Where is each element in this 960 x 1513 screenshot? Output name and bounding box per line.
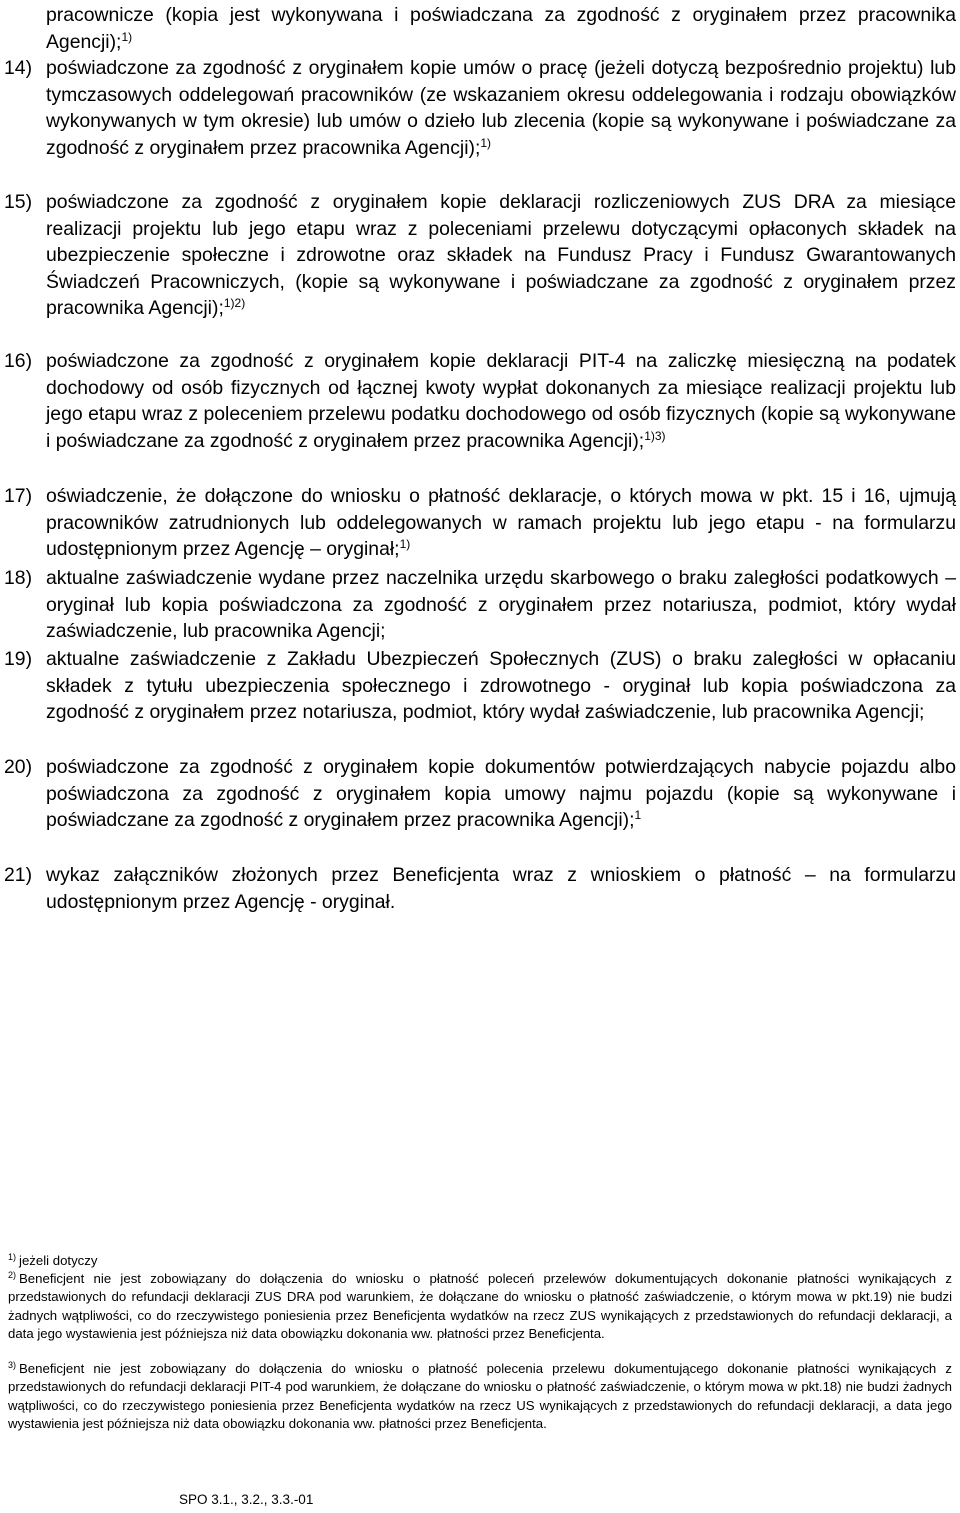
item-text: poświadczone za zgodność z oryginałem kopie dokumentów potwierdzających nabycie pojazdu albo poświadczona za zgodność z oryginałem kopia umowy najmu pojazdu (kopie są wykonywane i poświadczane za zgodność z oryginałem przez pracownika Agencji);$^1$ [46, 756, 956, 832]
item-text: aktualne zaświadczenie wydane przez naczelnika urzędu skarbowego o braku zaległości podatkowych – oryginał lub kopia poświadczona za zgodność z oryginałem przez notariusza, podmiot, który wydał zaświadczenie, lub pracownika Agencji; [46, 567, 956, 643]
item-text: wykaz załączników złożonych przez Beneficjenta wraz z wnioskiem o płatność – na formularzu udostępnionym przez Agencję - oryginał. [46, 864, 956, 913]
footnote-text: Beneficjent nie jest zobowiązany do dołączenia do wniosku o płatność poleceń przelewów dokumentujących dokonanie płatności wynikających z przedstawionych do refundacji deklaracji ZUS DRA pod warunkiem, że dołączane do wniosku o płatność zaświadczenie, o którym mowa w pkt.19) nie budzi żadnych wątpliwości, co do rzeczywistego poniesienia przez Beneficjenta wydatków na rzecz ZUS wynikających z przedstawionych do refundacji deklaracji, a data jego wystawienia jest późniejsza niż data obowiązku dokonania ww. płatności przez Beneficjenta. [8, 1271, 952, 1341]
item-number: 15) [4, 191, 33, 213]
item-number: 17) [4, 485, 33, 507]
footnote-text: jeżeli dotyczy [19, 1253, 98, 1268]
item-text: poświadczone za zgodność z oryginałem kopie deklaracji PIT-4 na zaliczkę miesięczną na podatek dochodowy od osób fizycznych od łącznej kwoty wypłat dokonanych za miesiące realizacji projektu lub jego etapu wraz z poleceniem przelewu podatku dochodowego od osób fizycznych (kopie są wykonywane i poświadczane za zgodność z oryginałem przez pracownika Agencji);$^{1)3)}$ [46, 350, 956, 452]
footnote-text: Beneficjent nie jest zobowiązany do dołączenia do wniosku o płatność polecenia przelewu dokumentującego dokonanie płatności wynikających z przedstawionych do refundacji deklaracji PIT-4 pod warunkiem, że dołączane do wniosku o płatność zaświadczenie, o którym mowa w pkt.18) nie budzi żadnych wątpliwości, co do rzeczywistego poniesienia przez Beneficjenta wydatków na rzecz US wynikających z przedstawionych do refundacji deklaracji, a data jego wystawienia jest późniejsza niż data obowiązku dokonania ww. płatności przez Beneficjenta. [8, 1361, 952, 1431]
item-text: oświadczenie, że dołączone do wniosku o płatność deklaracje, o których mowa w pkt. 15 i 16, ujmują pracowników zatrudnionych lub oddelegowanych w ramach projektu lub jego etapu - na formularzu udostępnionym przez Agencję – oryginał;$^{1)}$ [46, 485, 956, 561]
footnote-ref: 1 [634, 808, 642, 823]
item-number: 18) [4, 567, 33, 589]
footnote-ref: 1)3) [644, 428, 666, 443]
item-number: 19) [4, 648, 33, 670]
footnote-mark: 3) [8, 1360, 17, 1370]
page-footer: SPO 3.1., 3.2., 3.3.-01 [179, 1492, 314, 1507]
footnote-mark: 2) [8, 1270, 17, 1280]
footnote-1 [8, 1252, 952, 1270]
item-text: poświadczone za zgodność z oryginałem kopie umów o pracę (jeżeli dotyczą bezpośrednio projektu) lub tymczasowych oddelegowań pracowników (ze wskazaniem okresu oddelegowania i rodzaju obowiązków wykonywanych w tym okresie) lub umów o dzieło lub zlecenia (kopie są wykonywane i poświadczane za zgodność z oryginałem przez pracownika Agencji);$^{1)}$ [46, 57, 956, 159]
continuation-text: pracownicze (kopia jest wykonywana i poświadczana za zgodność z oryginałem przez pracownika Agencji); [46, 4, 956, 53]
footnote-ref: 1) [121, 29, 133, 44]
footnote-ref: 1) [480, 135, 492, 150]
item-number: 16) [4, 350, 33, 372]
item-text: poświadczone za zgodność z oryginałem kopie deklaracji rozliczeniowych ZUS DRA za miesiące realizacji projektu lub jego etapu wraz z poleceniami przelewu dotyczącymi opłaconych składek na ubezpieczenie społeczne i zdrowotne oraz składek na Fundusz Pracy i Fundusz Gwarantowanych Świadczeń Pracowniczych, (kopie są wykonywane i poświadczane za zgodność z oryginałem przez pracownika Agencji);$^{1)2)}$ [46, 191, 956, 320]
footnote-3 [8, 1360, 952, 1433]
item-number: 14) [4, 57, 33, 79]
item-number: 20) [4, 756, 33, 778]
footnote-ref: 1) [399, 537, 411, 552]
item-text: aktualne zaświadczenie z Zakładu Ubezpieczeń Społecznych (ZUS) o braku zaległości w opłacaniu składek z tytułu ubezpieczenia społecznego i zdrowotnego - oryginał lub kopia poświadczona za zgodność z oryginałem przez notariusza, podmiot, który wydał zaświadczenie, lub pracownika Agencji; [46, 648, 956, 724]
footnote-ref: 1)2) [223, 296, 246, 311]
footnote-2 [8, 1270, 952, 1343]
continuation-paragraph [46, 2, 956, 55]
item-number: 21) [4, 864, 33, 886]
footnote-mark: 1) [8, 1252, 17, 1262]
